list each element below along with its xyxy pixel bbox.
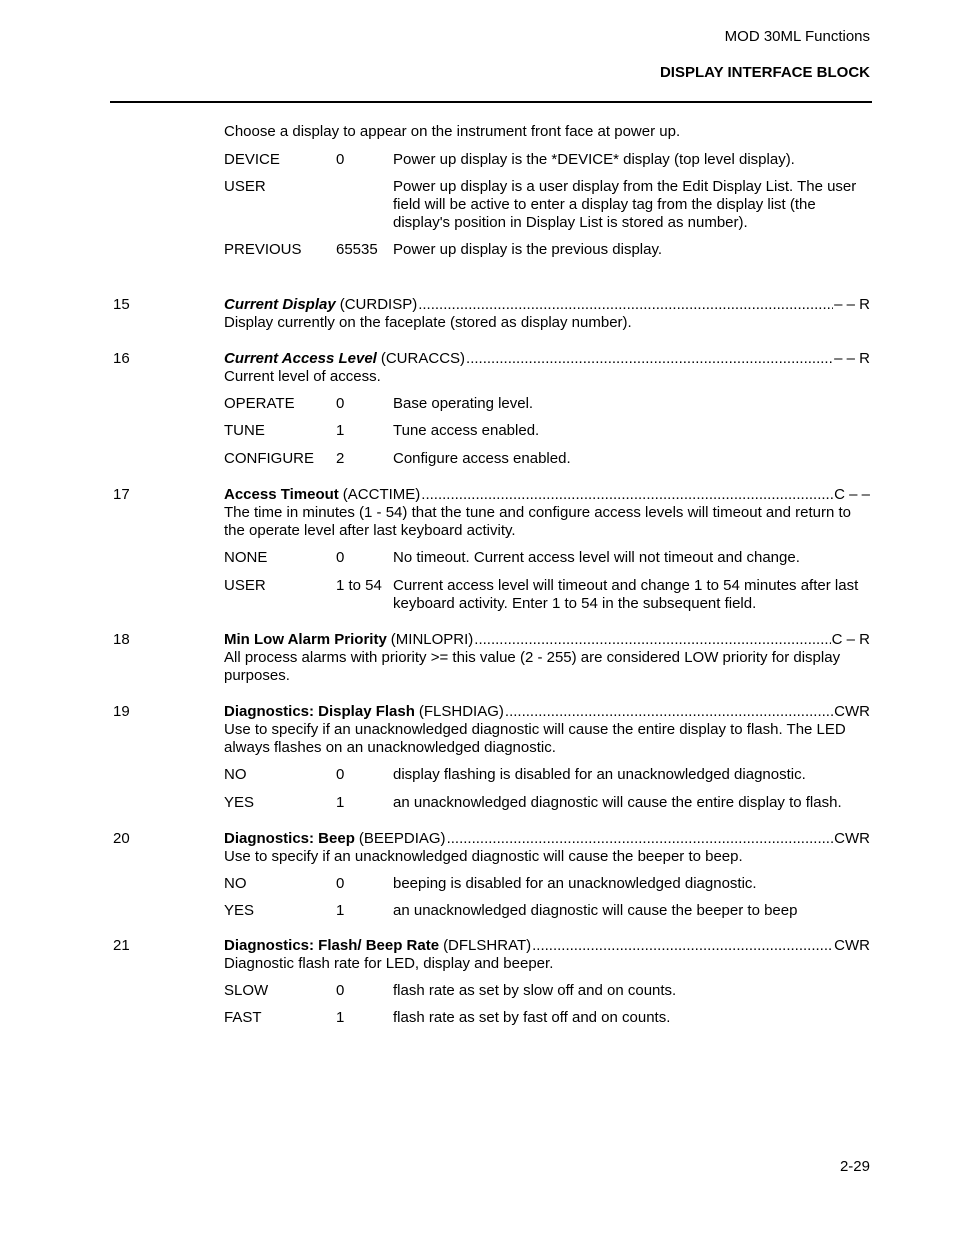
- option-name: TUNE: [224, 422, 265, 439]
- option-name: FAST: [224, 1009, 262, 1026]
- option-desc: flash rate as set by slow off and on counts.: [393, 982, 677, 999]
- param-desc: Current level of access.: [224, 368, 381, 385]
- param-access: CWR: [834, 830, 870, 847]
- param-desc: Use to specify if an unacknowledged diagnostic will cause the entire display to flash. The LED always flashes on an unacknowledged diagnostic.: [224, 721, 846, 756]
- section-header: DISPLAY INTERFACE BLOCK: [659, 64, 870, 81]
- option-value: 65535: [336, 241, 378, 258]
- option-name: NO: [224, 875, 247, 892]
- option-desc: Power up display is a user display from the Edit Display List. The user field will be active to enter a display tag from the display list (the display's position in Display List is stored as number).: [393, 178, 857, 231]
- param-desc: Display currently on the faceplate (stored as display number).: [224, 314, 632, 331]
- param-name: Current Display: [224, 296, 336, 313]
- option-value: 1: [336, 794, 345, 811]
- dot-leader: [474, 631, 830, 649]
- option-value: 0: [336, 395, 345, 412]
- param-title-line: [224, 703, 870, 721]
- param-number: 17: [113, 486, 130, 503]
- param-name: Diagnostics: Beep: [224, 830, 355, 847]
- param-number: 19: [113, 703, 130, 720]
- param-desc: Diagnostic flash rate for LED, display and beeper.: [224, 955, 554, 972]
- option-value: 0: [336, 875, 345, 892]
- dot-leader: [466, 350, 833, 368]
- param-access: CWR: [834, 703, 870, 720]
- param-desc: Use to specify if an unacknowledged diagnostic will cause the beeper to beep.: [224, 848, 743, 865]
- param-desc: All process alarms with priority >= this value (2 - 255) are considered LOW priority for display purposes.: [224, 649, 841, 684]
- option-value: 0: [336, 766, 345, 783]
- param-name: Diagnostics: Flash/ Beep Rate: [224, 937, 440, 954]
- param-code: (CURACCS): [380, 350, 466, 367]
- dot-leader: [421, 486, 833, 504]
- param-number: 20: [113, 830, 130, 847]
- option-name: YES: [224, 794, 255, 811]
- param-title-line: [224, 350, 870, 368]
- option-desc: Base operating level.: [393, 395, 534, 412]
- param-code: (FLSHDIAG): [418, 703, 504, 720]
- option-name: NONE: [224, 549, 268, 566]
- param-code: (BEEPDIAG): [358, 830, 446, 847]
- param-title-line: [224, 296, 870, 314]
- option-desc: Power up display is the previous display.: [393, 241, 663, 258]
- param-code: (ACCTIME): [342, 486, 421, 503]
- param-code: (MINLOPRI): [390, 631, 474, 648]
- param-access: CWR: [834, 937, 870, 954]
- dot-leader: [418, 296, 833, 314]
- param-name: Min Low Alarm Priority: [224, 631, 387, 648]
- option-name: USER: [224, 577, 266, 594]
- option-name: NO: [224, 766, 247, 783]
- param-desc: The time in minutes (1 - 54) that the tune and configure access levels will timeout and return to the operate level after last keyboard activity.: [224, 504, 851, 539]
- option-name: USER: [224, 178, 266, 195]
- option-value: 1 to 54: [336, 577, 382, 594]
- option-desc: Tune access enabled.: [393, 422, 540, 439]
- param-title-line: [224, 486, 870, 504]
- option-value: 0: [336, 151, 345, 168]
- option-desc: Power up display is the *DEVICE* display (top level display).: [393, 151, 795, 168]
- option-value: 0: [336, 982, 345, 999]
- param-title-line: [224, 830, 870, 848]
- option-name: SLOW: [224, 982, 269, 999]
- dot-leader: [532, 937, 833, 955]
- option-name: OPERATE: [224, 395, 295, 412]
- page-number: 2-29: [839, 1158, 870, 1175]
- param-access: C – –: [834, 486, 870, 503]
- param-name: Current Access Level: [224, 350, 377, 367]
- option-value: 0: [336, 549, 345, 566]
- option-desc: an unacknowledged diagnostic will cause the entire display to flash.: [393, 794, 842, 811]
- param-name: Diagnostics: Display Flash: [224, 703, 415, 720]
- option-value: 2: [336, 450, 345, 467]
- intro-text: Choose a display to appear on the instrument front face at power up.: [224, 123, 681, 140]
- param-access: C – R: [831, 631, 870, 648]
- param-access: – – R: [834, 296, 870, 313]
- param-title-line: [224, 631, 870, 649]
- option-name: CONFIGURE: [224, 450, 314, 467]
- option-value: 1: [336, 1009, 345, 1026]
- header-rule: [110, 101, 872, 103]
- option-name: DEVICE: [224, 151, 280, 168]
- param-code: (CURDISP): [339, 296, 418, 313]
- option-desc: an unacknowledged diagnostic will cause the beeper to beep: [393, 902, 798, 919]
- option-desc: display flashing is disabled for an unacknowledged diagnostic.: [393, 766, 806, 783]
- param-name: Access Timeout: [224, 486, 339, 503]
- option-desc: Current access level will timeout and change 1 to 54 minutes after last keyboard activity. Enter 1 to 54 in the subsequent field.: [393, 577, 859, 612]
- dot-leader: [447, 830, 834, 848]
- option-name: PREVIOUS: [224, 241, 302, 258]
- option-value: 1: [336, 422, 345, 439]
- param-number: 21: [113, 937, 130, 954]
- dot-leader: [505, 703, 833, 721]
- param-number: 18: [113, 631, 130, 648]
- option-name: YES: [224, 902, 255, 919]
- param-number: 16: [113, 350, 130, 367]
- option-value: 1: [336, 902, 345, 919]
- param-number: 15: [113, 296, 130, 313]
- option-desc: No timeout. Current access level will not timeout and change.: [393, 549, 800, 566]
- option-desc: beeping is disabled for an unacknowledged diagnostic.: [393, 875, 757, 892]
- param-code: (DFLSHRAT): [443, 937, 532, 954]
- option-desc: Configure access enabled.: [393, 450, 571, 467]
- option-desc: flash rate as set by fast off and on counts.: [393, 1009, 671, 1026]
- param-title-line: [224, 937, 870, 955]
- running-header: MOD 30ML Functions: [724, 28, 870, 45]
- param-access: – – R: [834, 350, 870, 367]
